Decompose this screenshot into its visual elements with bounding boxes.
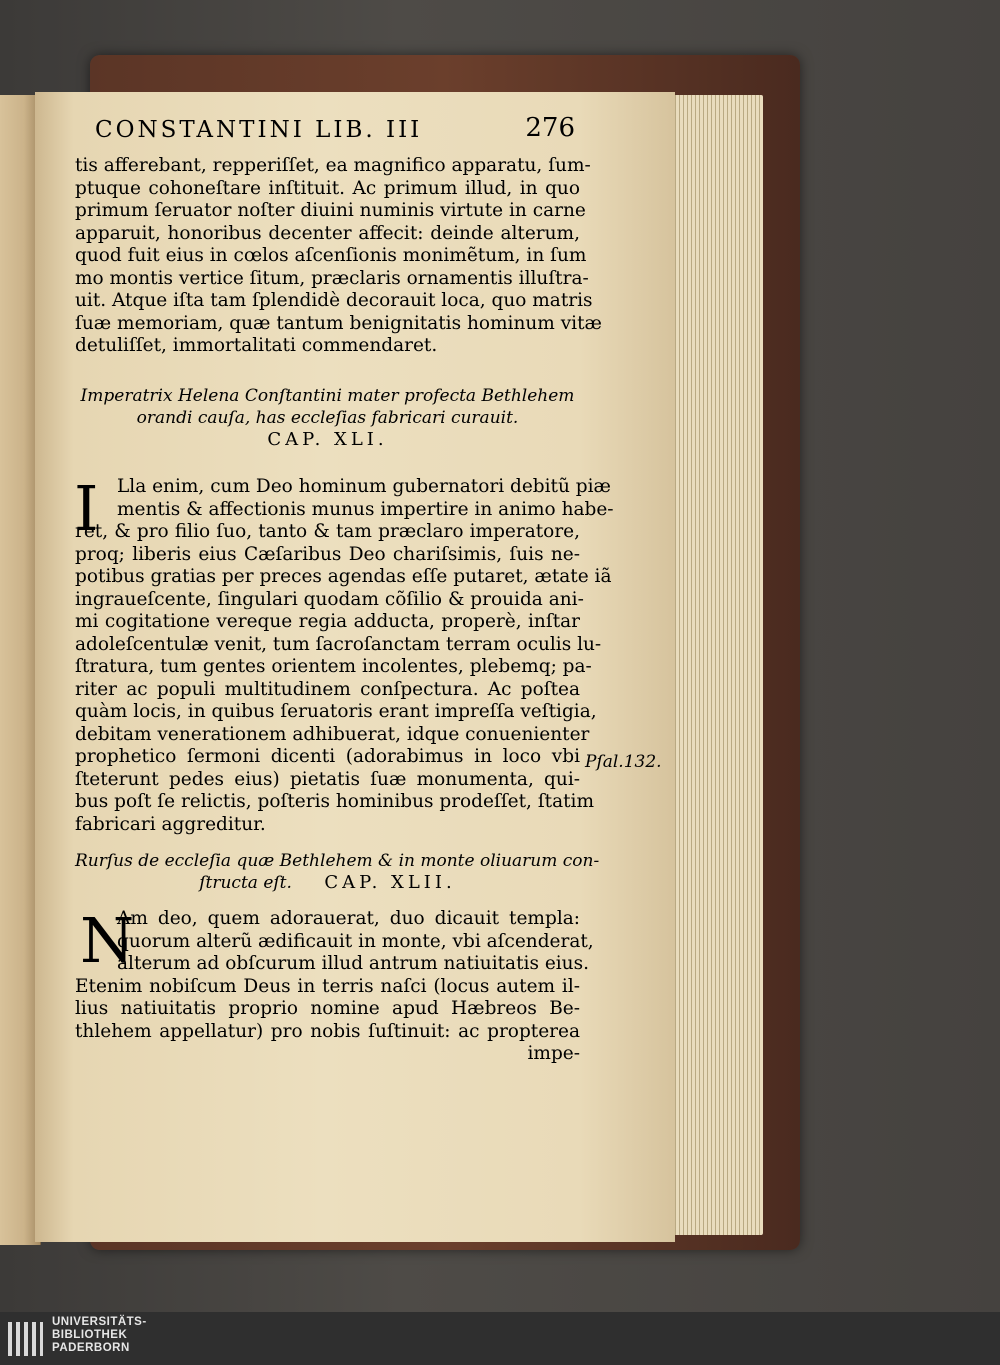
text-line: ſteterunt pedes eius) pietatis ſuæ monumenta, qui- — [75, 768, 580, 790]
heading-line: Rurſus de eccleſia quæ Bethlehem & in monte oliuarum con- — [75, 851, 600, 871]
library-name — [52, 1316, 147, 1355]
text-line: adoleſcentulæ venit, tum ſacroſanctam terram oculis lu- — [75, 633, 602, 655]
drop-cap-n: N — [80, 904, 135, 977]
text-line: Etenim nobiſcum Deus in terris naſci (locus autem il- — [75, 975, 580, 997]
heading-line — [75, 872, 580, 894]
text-line: proq; liberis eius Cæſaribus Deo chariſsimis, ſuis ne- — [75, 543, 580, 565]
text-line: prophetico ſermoni dicenti (adorabimus in loco vbi — [75, 746, 580, 767]
text-line: uit. Atque iſta tam ſplendidè decorauit loca, quo matris — [75, 290, 593, 311]
text-line: riter ac populi multitudinem conſpectura. Ac poſtea — [75, 678, 580, 700]
library-logo-icon — [6, 1318, 46, 1360]
text-line: alterum ad obſcurum illud antrum natiuitatis eius. — [117, 953, 589, 974]
text-line: fabricari aggreditur. — [75, 813, 266, 835]
text-line: ingraueſcente, ſingulari quodam cõſilio & prouida ani- — [75, 588, 584, 610]
text-line: quàm locis, in quibus ſeruatoris erant impreſſa veſtigia, — [75, 701, 597, 722]
running-head — [95, 113, 575, 149]
text-line: ſtratura, tum gentes orientem incolentes, plebemq; pa- — [75, 656, 592, 677]
chapter-label: CAP. XLII. — [324, 872, 456, 893]
paragraph-1 — [75, 155, 602, 358]
library-name-line: BIBLIOTHEK — [52, 1329, 128, 1341]
text-line: quorum alterũ ædificauit in monte, vbi aſcenderat, — [117, 930, 594, 952]
heading-line: orandi cauſa, has eccleſias fabricari curauit. — [136, 408, 519, 428]
text-line: ſuæ memoriam, quæ tantum benignitatis hominum vitæ — [75, 312, 602, 334]
heading-line-end: ſtructa eſt. — [199, 873, 292, 893]
text-line: ptuque cohoneſtare inſtituit. Ac primum illud, in quo — [75, 177, 580, 199]
text-line: Lla enim, cum Deo hominum gubernatori debitũ piæ — [117, 476, 611, 497]
chapter-heading-41 — [75, 385, 580, 451]
paragraph-2 — [74, 472, 614, 836]
chapter-heading-42 — [75, 850, 600, 894]
text-line: tis afferebant, repperiſſet, ea magnifico apparatu, ſum- — [75, 155, 591, 176]
text-line: Am deo, quem adorauerat, duo dicauit templa: — [117, 908, 580, 929]
margin-note-psalm: Pſal.132. — [585, 752, 662, 772]
text-line: potibus gratias per preces agendas eſſe putaret, ætate iã — [75, 566, 612, 587]
library-name-line: UNIVERSITÄTS- — [52, 1316, 147, 1328]
text-line: debitam venerationem adhibuerat, idque conuenienter — [75, 723, 590, 745]
text-line: bus poſt ſe relictis, poſteris hominibus prodeſſet, ſtatim — [75, 791, 595, 812]
drop-cap-i: I — [74, 472, 99, 545]
page-number: 276 — [525, 113, 575, 143]
text-line: mentis & affectionis munus impertire in animo habe- — [117, 498, 614, 520]
running-head-title: CONSTANTINI LIB. III — [95, 117, 423, 143]
paragraph-3 — [75, 904, 594, 1066]
text-line: quod fuit eius in cœlos aſcenſionis monimẽtum, in ſum — [75, 245, 587, 266]
text-line: lius natiuitatis proprio nomine apud Hæbreos Be- — [75, 998, 580, 1019]
text-line: apparuit, honoribus decenter affecit: deinde alterum, — [75, 222, 580, 244]
text-line: primum ſeruator noſter diuini numinis virtute in carne — [75, 200, 586, 221]
text-line: thlehem appellatur) pro nobis ſuſtinuit: ac propterea — [75, 1020, 580, 1042]
library-name-line: PADERBORN — [52, 1342, 130, 1354]
chapter-label: CAP. XLI. — [267, 429, 388, 450]
heading-line: Imperatrix Helena Conſtantini mater profecta Bethlehem — [80, 386, 575, 406]
text-line: ret, & pro filio ſuo, tanto & tam præclaro imperatore, — [75, 521, 580, 542]
text-line: mo montis vertice ſitum, præclaris ornamentis illuſtra- — [75, 267, 589, 289]
library-footer — [0, 1312, 1000, 1365]
catchword: impe- — [527, 1043, 580, 1064]
page-edges — [668, 95, 763, 1235]
text-line: mi cogitatione vereque regia adducta, properè, inſtar — [75, 611, 580, 632]
text-line: detuliſſet, immortalitati commendaret. — [75, 335, 438, 356]
